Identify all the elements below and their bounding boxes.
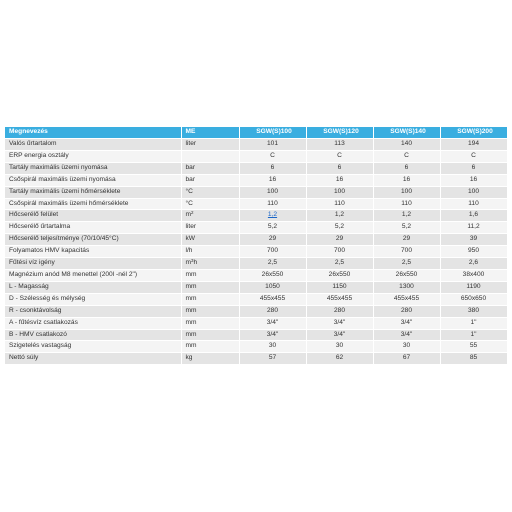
row-value: 1150 — [306, 281, 373, 293]
row-label: Fűtési víz igény — [5, 258, 181, 270]
spec-table — [5, 127, 508, 365]
row-unit — [181, 246, 239, 258]
unit-text: mm — [185, 270, 197, 278]
row-value: 1050 — [239, 281, 306, 293]
row-unit — [181, 317, 239, 329]
table-row — [5, 281, 507, 293]
row-value: 3/4" — [373, 317, 440, 329]
row-value: 280 — [306, 305, 373, 317]
row-label: Szigetelés vastagság — [5, 341, 181, 353]
row-value: 26x550 — [373, 269, 440, 281]
row-unit — [181, 329, 239, 341]
row-label: Hőcserélő űrtartalma — [5, 222, 181, 234]
unit-text: mm — [185, 294, 197, 302]
row-value: 140 — [373, 139, 440, 151]
row-label: D - Szélesség és mélység — [5, 293, 181, 305]
row-value: 194 — [440, 139, 507, 151]
row-value: 700 — [373, 246, 440, 258]
row-unit — [181, 210, 239, 222]
table-row — [5, 258, 507, 270]
table-row — [5, 305, 507, 317]
row-unit — [181, 293, 239, 305]
header-model: SGW(S)200 — [440, 127, 507, 139]
row-value: 280 — [373, 305, 440, 317]
unit-text: liter — [185, 140, 197, 147]
unit-text: l/h — [185, 247, 193, 255]
table-row — [5, 353, 507, 365]
row-value: 5,2 — [306, 222, 373, 234]
table-row — [5, 139, 507, 151]
unit-text: kW — [185, 235, 196, 243]
row-value: 1" — [440, 317, 507, 329]
row-value: C — [306, 150, 373, 162]
row-value: 650x650 — [440, 293, 507, 305]
row-value: 380 — [440, 305, 507, 317]
row-unit — [181, 305, 239, 317]
table-row — [5, 269, 507, 281]
row-value: 26x550 — [239, 269, 306, 281]
row-value: 39 — [440, 234, 507, 246]
row-value: 30 — [306, 341, 373, 353]
row-label: Folyamatos HMV kapacitás — [5, 246, 181, 258]
row-value: 62 — [306, 353, 373, 365]
row-label: Hőcserélő felület — [5, 210, 181, 222]
row-value: 16 — [306, 174, 373, 186]
unit-text: kg — [185, 354, 193, 362]
row-unit — [181, 186, 239, 198]
table-body — [5, 139, 507, 365]
row-value: 110 — [239, 198, 306, 210]
row-value: 700 — [306, 246, 373, 258]
unit-suffix: h — [193, 259, 198, 267]
row-value: 6 — [306, 162, 373, 174]
row-value: 30 — [373, 341, 440, 353]
row-unit — [181, 234, 239, 246]
table-row — [5, 329, 507, 341]
row-unit — [181, 139, 239, 151]
row-unit — [181, 258, 239, 270]
row-label: Hőcserélő teljesítménye (70/10/45°C) — [5, 234, 181, 246]
row-unit — [181, 150, 239, 162]
table-row — [5, 198, 507, 210]
row-value: 101 — [239, 139, 306, 151]
row-value: 950 — [440, 246, 507, 258]
table-row — [5, 222, 507, 234]
row-value: C — [373, 150, 440, 162]
row-label: Nettó súly — [5, 353, 181, 365]
header-unit: ME — [181, 127, 239, 139]
row-value: 29 — [306, 234, 373, 246]
row-label: B - HMV csatlakozó — [5, 329, 181, 341]
row-value: 57 — [239, 353, 306, 365]
unit-text: mm — [185, 306, 197, 314]
row-value: 85 — [440, 353, 507, 365]
unit-text: liter — [185, 223, 197, 231]
row-unit — [181, 162, 239, 174]
table-row — [5, 317, 507, 329]
row-value: 2,5 — [306, 258, 373, 270]
unit-superscript: 2 — [191, 210, 194, 216]
row-value: 2,5 — [239, 258, 306, 270]
row-value: 3/4" — [239, 329, 306, 341]
row-value: 3/4" — [306, 317, 373, 329]
row-value: 30 — [239, 341, 306, 353]
unit-text: bar — [185, 163, 196, 171]
unit-text: mm — [185, 282, 197, 290]
row-value: 5,2 — [239, 222, 306, 234]
row-value: 6 — [239, 162, 306, 174]
row-label: L - Magasság — [5, 281, 181, 293]
row-value: 1,2 — [306, 210, 373, 222]
row-label: Csőspirál maximális üzemi hőmérséklete — [5, 198, 181, 210]
row-value: C — [239, 150, 306, 162]
row-value: 110 — [373, 198, 440, 210]
row-unit — [181, 174, 239, 186]
row-value: 6 — [440, 162, 507, 174]
row-unit — [181, 222, 239, 234]
row-value: 700 — [239, 246, 306, 258]
row-value: 280 — [239, 305, 306, 317]
unit-text: °C — [185, 187, 193, 195]
row-value: 455x455 — [239, 293, 306, 305]
row-value: 29 — [239, 234, 306, 246]
row-value: 2,6 — [440, 258, 507, 270]
row-value: 100 — [306, 186, 373, 198]
table-header-row — [5, 127, 507, 139]
unit-text: mm — [185, 330, 197, 338]
row-value: 100 — [440, 186, 507, 198]
row-value: 2,5 — [373, 258, 440, 270]
row-label: Tartály maximális üzemi hőmérséklete — [5, 186, 181, 198]
table-row — [5, 341, 507, 353]
table-row — [5, 293, 507, 305]
row-label: A - fűtésvíz csatlakozás — [5, 317, 181, 329]
unit-text: mm — [185, 318, 197, 326]
row-value: 3/4" — [306, 329, 373, 341]
row-value: 455x455 — [306, 293, 373, 305]
row-unit — [181, 341, 239, 353]
row-value: 55 — [440, 341, 507, 353]
row-label: Valós űrtartalom — [5, 139, 181, 151]
row-value: 16 — [373, 174, 440, 186]
unit-text: m — [185, 211, 191, 219]
unit-text: °C — [185, 199, 193, 207]
row-unit — [181, 269, 239, 281]
row-value: 1190 — [440, 281, 507, 293]
row-value: 100 — [239, 186, 306, 198]
row-value: 3/4" — [239, 317, 306, 329]
table-row — [5, 186, 507, 198]
row-label: Magnézium anód M8 menettel (200l -nél 2") — [5, 269, 181, 281]
table-row — [5, 174, 507, 186]
row-label: R - csonktávolság — [5, 305, 181, 317]
row-value: 26x550 — [306, 269, 373, 281]
row-value: 38x400 — [440, 269, 507, 281]
unit-text: m — [185, 259, 191, 267]
unit-superscript: 3 — [191, 258, 194, 264]
row-value: C — [440, 150, 507, 162]
header-model: SGW(S)100 — [239, 127, 306, 139]
header-model: SGW(S)140 — [373, 127, 440, 139]
unit-text: mm — [185, 342, 197, 350]
row-label: Csőspirál maximális üzemi nyomása — [5, 174, 181, 186]
row-value: 11,2 — [440, 222, 507, 234]
table-row — [5, 150, 507, 162]
row-value: 5,2 — [373, 222, 440, 234]
row-value: 16 — [440, 174, 507, 186]
table-row — [5, 234, 507, 246]
row-value: 29 — [373, 234, 440, 246]
row-unit — [181, 353, 239, 365]
row-value: 455x455 — [373, 293, 440, 305]
table-row — [5, 162, 507, 174]
row-label: Tartály maximális üzemi nyomása — [5, 162, 181, 174]
row-label: ERP energia osztály — [5, 150, 181, 162]
row-value: 113 — [306, 139, 373, 151]
row-value-link[interactable]: 1,2 — [239, 210, 306, 222]
row-value: 110 — [306, 198, 373, 210]
table-row — [5, 246, 507, 258]
row-value: 3/4" — [373, 329, 440, 341]
row-value: 1300 — [373, 281, 440, 293]
row-value: 67 — [373, 353, 440, 365]
table-row — [5, 210, 507, 222]
row-value: 6 — [373, 162, 440, 174]
row-value: 16 — [239, 174, 306, 186]
row-value: 1,2 — [373, 210, 440, 222]
row-value: 110 — [440, 198, 507, 210]
row-value: 1" — [440, 329, 507, 341]
row-value: 100 — [373, 186, 440, 198]
header-model: SGW(S)120 — [306, 127, 373, 139]
row-value: 1,6 — [440, 210, 507, 222]
header-name: Megnevezés — [5, 127, 181, 139]
row-unit — [181, 198, 239, 210]
unit-text: bar — [185, 175, 196, 183]
row-unit — [181, 281, 239, 293]
